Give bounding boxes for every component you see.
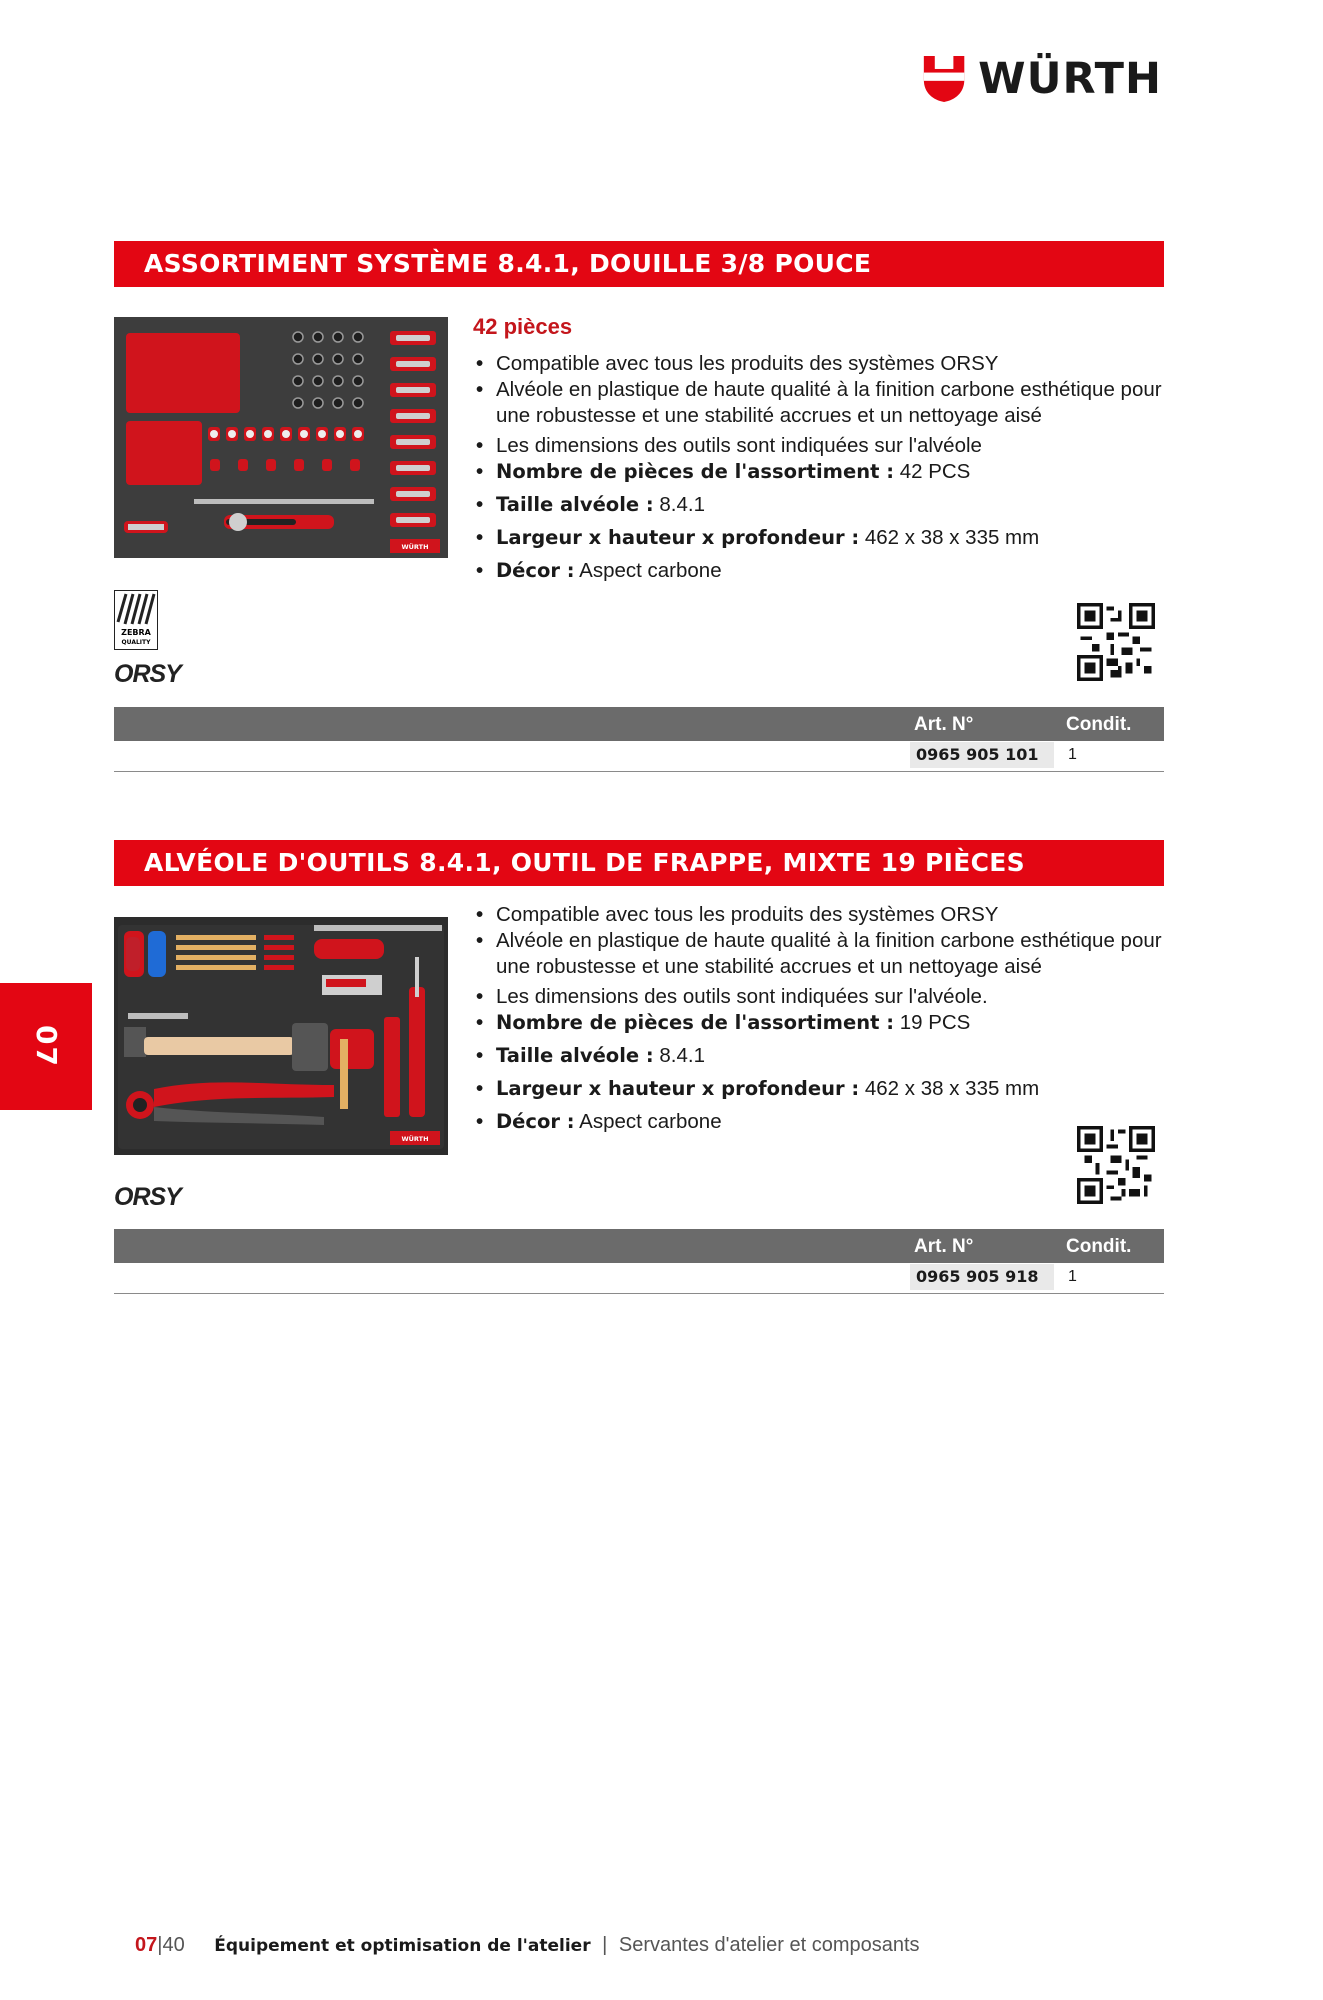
socket-tray-image <box>114 317 448 558</box>
feature-item: • Compatible avec tous les produits des systèmes ORSY <box>473 902 1173 928</box>
spec-label: Nombre de pièces de l'assortiment : <box>496 1011 894 1034</box>
product-title: ASSORTIMENT SYSTÈME 8.4.1, DOUILLE 3/8 POUCE <box>114 241 1164 287</box>
spec-item <box>473 492 1173 518</box>
feature-item: • Alvéole en plastique de haute qualité à la finition carbone esthétique pour une robustesse et une stabilité accrues et un nettoyage aisé <box>473 928 1173 980</box>
column-art-no: Art. N° <box>914 714 974 735</box>
chapter-tab-label: 07 <box>29 1025 63 1068</box>
column-condit: Condit. <box>1066 714 1132 735</box>
orsy-logo: ORSY <box>114 1183 181 1211</box>
article-number: 0965 905 101 <box>910 742 1054 768</box>
spec-item <box>473 1043 1173 1069</box>
product-title: ALVÉOLE D'OUTILS 8.4.1, OUTIL DE FRAPPE, MIXTE 19 PIÈCES <box>114 840 1164 886</box>
packaging-unit: 1 <box>1068 746 1077 763</box>
spec-value: 8.4.1 <box>659 493 705 516</box>
orsy-logo: ORSY <box>114 660 181 688</box>
piece-count: 42 pièces <box>473 314 573 339</box>
footer-subcategory: Servantes d'atelier et composants <box>618 1934 920 1956</box>
spec-label: Nombre de pièces de l'assortiment : <box>496 460 894 483</box>
table-row <box>114 1263 1164 1294</box>
spec-value: 462 x 38 x 335 mm <box>864 1077 1040 1100</box>
footer-separator: | <box>602 1934 608 1956</box>
packaging-unit: 1 <box>1068 1268 1077 1285</box>
footer-category: Équipement et optimisation de l'atelier <box>214 1936 591 1956</box>
spec-label: Largeur x hauteur x profondeur : <box>496 526 860 549</box>
zebra-quality-icon <box>114 590 158 650</box>
feature-list <box>473 902 1173 1135</box>
feature-item: • Compatible avec tous les produits des systèmes ORSY <box>473 351 1173 377</box>
spec-value: 8.4.1 <box>659 1044 705 1067</box>
spec-value: 42 PCS <box>899 460 971 483</box>
feature-list <box>473 351 1173 584</box>
spec-label: Taille alvéole : <box>496 1044 654 1067</box>
article-table-header <box>114 1229 1164 1263</box>
quality-label: QUALITY <box>121 639 151 646</box>
striking-tools-tray-image <box>114 917 448 1155</box>
footer-page-number: 40 <box>162 1934 185 1956</box>
footer-chapter: 07 <box>135 1934 158 1956</box>
qr-code-icon <box>1077 1126 1155 1204</box>
zebra-label: ZEBRA <box>121 628 151 637</box>
wurth-logo <box>922 52 1162 106</box>
spec-label: Décor : <box>496 1110 575 1133</box>
column-condit: Condit. <box>1066 1236 1132 1257</box>
article-table-header <box>114 707 1164 741</box>
spec-item <box>473 525 1173 551</box>
logo-text: WÜRTH <box>978 54 1162 104</box>
spec-value: 19 PCS <box>899 1011 971 1034</box>
spec-value: Aspect carbone <box>579 1110 722 1133</box>
spec-label: Décor : <box>496 559 575 582</box>
tray-brand-label: WÜRTH <box>401 1135 429 1143</box>
spec-label: Largeur x hauteur x profondeur : <box>496 1077 860 1100</box>
spec-value: 462 x 38 x 335 mm <box>864 526 1040 549</box>
qr-code-icon <box>1077 603 1155 681</box>
spec-label: Taille alvéole : <box>496 493 654 516</box>
article-number: 0965 905 918 <box>910 1264 1054 1290</box>
spec-item <box>473 459 1173 485</box>
spec-value: Aspect carbone <box>579 559 722 582</box>
tray-brand-label: WÜRTH <box>401 543 429 551</box>
chapter-tab <box>0 983 92 1110</box>
spec-item <box>473 558 1173 584</box>
spec-item <box>473 1010 1173 1036</box>
spec-item <box>473 1076 1173 1102</box>
feature-item: • Les dimensions des outils sont indiquées sur l'alvéole <box>473 433 1173 459</box>
footer-page-separator: | <box>157 1934 163 1956</box>
feature-item: • Les dimensions des outils sont indiquées sur l'alvéole. <box>473 984 1173 1010</box>
table-row <box>114 741 1164 772</box>
spec-item <box>473 1109 1173 1135</box>
wurth-logo-icon <box>922 52 966 106</box>
feature-item: • Alvéole en plastique de haute qualité à la finition carbone esthétique pour une robustesse et une stabilité accrues et un nettoyage aisé <box>473 377 1173 429</box>
column-art-no: Art. N° <box>914 1236 974 1257</box>
page-footer <box>135 1934 920 1957</box>
